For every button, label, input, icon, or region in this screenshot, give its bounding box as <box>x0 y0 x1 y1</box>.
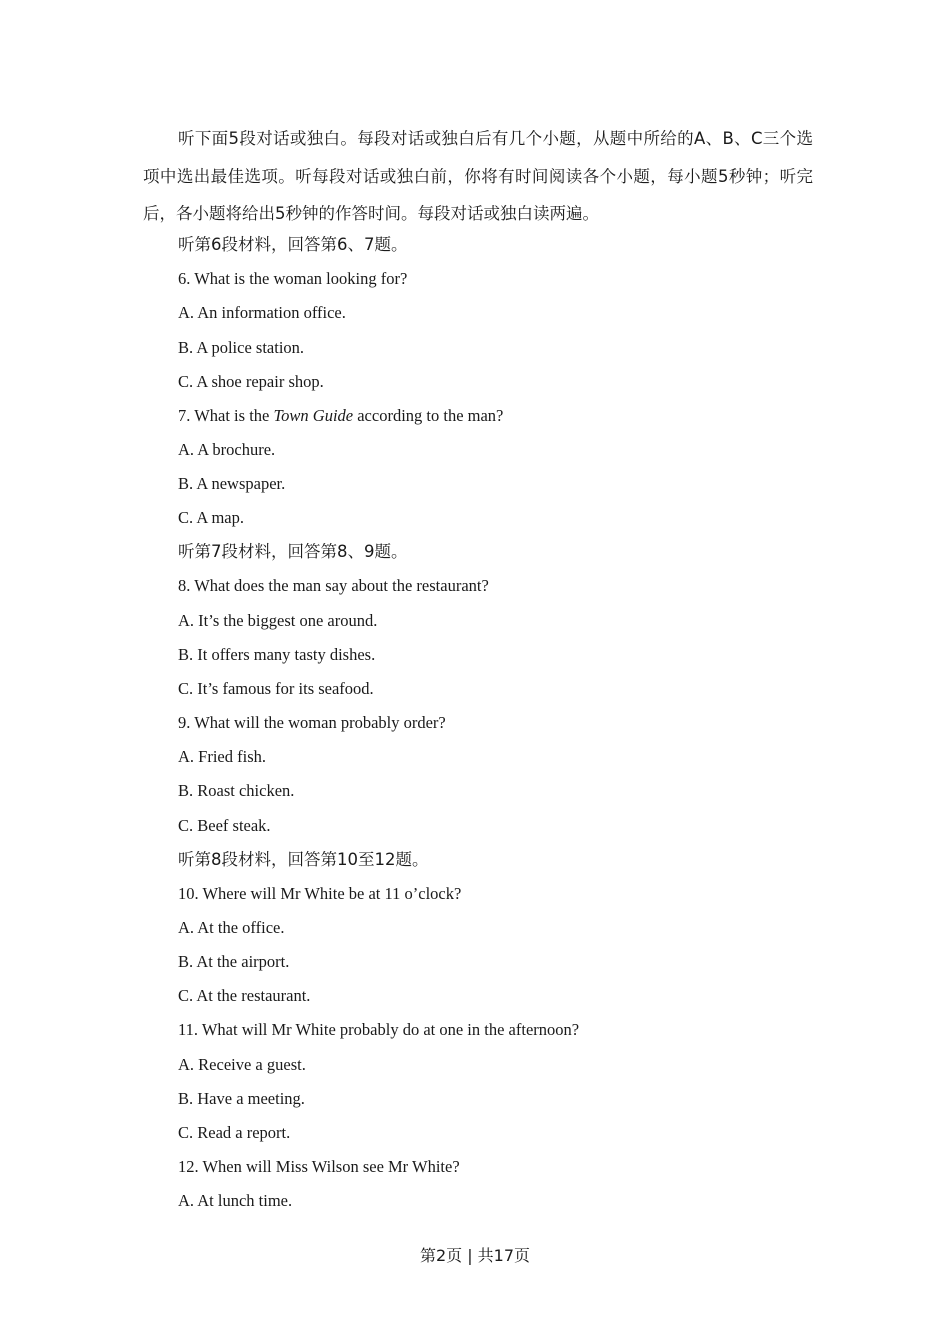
option-7a: A. A brochure. <box>178 440 276 459</box>
question-8: 8. What does the man say about the restaurant? <box>178 576 489 595</box>
option-7b: B. A newspaper. <box>178 474 286 493</box>
section-header-8: 听第8段材料，回答第10至12题。 <box>178 850 429 869</box>
question-12: 12. When will Miss Wilson see Mr White? <box>178 1157 460 1176</box>
question-11: 11. What will Mr White probably do at one in the afternoon? <box>178 1020 580 1039</box>
option-9a: A. Fried fish. <box>178 747 266 766</box>
option-8c: C. It’s famous for its seafood. <box>178 679 374 698</box>
option-6b: B. A police station. <box>178 338 305 357</box>
option-11b: B. Have a meeting. <box>178 1089 305 1108</box>
option-10c: C. At the restaurant. <box>178 986 311 1005</box>
line-0: 听第6段材料，回答第6、7题。 <box>178 235 408 254</box>
question-6: 6. What is the woman looking for? <box>178 269 408 288</box>
question-7-after: according to the man? <box>353 406 504 425</box>
question-9: 9. What will the woman probably order? <box>178 713 446 732</box>
option-11c: C. Read a report. <box>178 1123 291 1142</box>
option-10b: B. At the airport. <box>178 952 290 971</box>
page-footer: 第2页 | 共17页 <box>419 1246 531 1265</box>
option-9c: C. Beef steak. <box>178 816 271 835</box>
option-8b: B. It offers many tasty dishes. <box>178 645 376 664</box>
question-7 <box>178 405 503 427</box>
section-header-7: 听第7段材料，回答第8、9题。 <box>178 542 408 561</box>
option-9b: B. Roast chicken. <box>178 781 295 800</box>
instructions-paragraph: 听下面5段对话或独白。每段对话或独白后有几个小题，从题中所给的A、B、C三个选项中选出最佳选项。听每段对话或独白前，你将有时间阅读各个小题，每小题5秒钟；听完后，各小题将给出5秒钟的作答时间。每段对话或独白读两遍。 <box>143 129 813 223</box>
question-7-before: 7. What is the <box>178 406 274 425</box>
question-7-italic: Town Guide <box>273 406 354 425</box>
option-8a: A. It’s the biggest one around. <box>178 611 378 630</box>
option-6a: A. An information office. <box>178 303 346 322</box>
option-10a: A. At the office. <box>178 918 285 937</box>
option-12a: A. At lunch time. <box>178 1191 293 1210</box>
option-6c: C. A shoe repair shop. <box>178 372 324 391</box>
option-11a: A. Receive a guest. <box>178 1055 306 1074</box>
option-7c: C. A map. <box>178 508 245 527</box>
question-10: 10. Where will Mr White be at 11 o’clock? <box>178 884 462 903</box>
